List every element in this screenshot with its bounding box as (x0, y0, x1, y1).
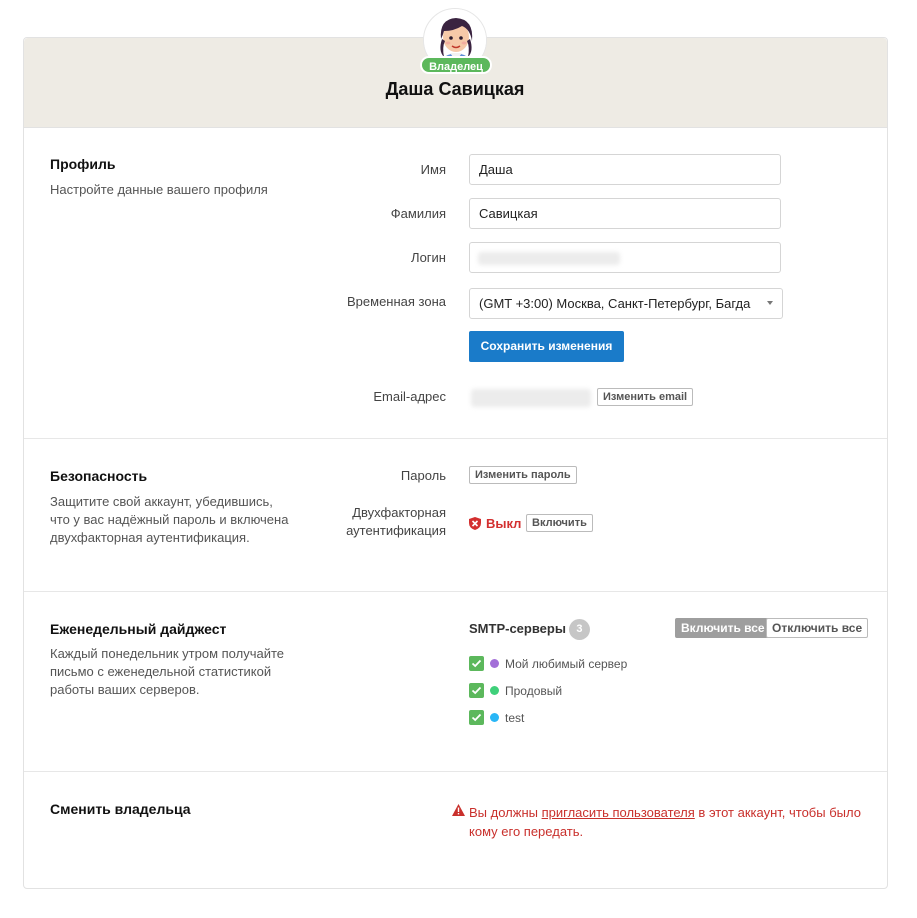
twofa-label-line2: аутентификация (346, 523, 446, 538)
twofa-status-text: Выкл (486, 516, 522, 531)
digest-title: Еженедельный дайджест (50, 621, 227, 637)
timezone-label: Временная зона (347, 294, 446, 309)
checkmark-icon (469, 683, 484, 698)
profile-title: Профиль (50, 156, 116, 172)
owner-badge: Владелец (420, 56, 492, 74)
checkmark-icon (469, 710, 484, 725)
last-name-input[interactable] (469, 198, 781, 229)
server-checkbox[interactable] (469, 710, 484, 725)
twofa-status (469, 516, 521, 531)
last-name-label: Фамилия (390, 206, 446, 221)
redacted-login (478, 252, 620, 265)
warning-prefix: Вы должны (469, 805, 542, 820)
change-email-button[interactable]: Изменить email (597, 388, 693, 406)
first-name-input[interactable] (469, 154, 781, 185)
server-color-dot (490, 686, 499, 695)
profile-section (24, 128, 887, 439)
security-title: Безопасность (50, 468, 148, 484)
warning-suffix: в этот аккаунт, чтобы было кому его передать. (469, 805, 861, 839)
login-label: Логин (411, 250, 446, 265)
smtp-count-badge: 3 (569, 619, 590, 640)
shield-off-icon (469, 517, 481, 530)
change-owner-title: Сменить владельца (50, 801, 191, 817)
twofa-label-line1: Двухфакторная (352, 505, 446, 520)
smtp-label-text: SMTP-серверы (469, 620, 566, 636)
weekly-digest-section (24, 592, 887, 772)
warning-icon (452, 804, 465, 816)
invite-user-link[interactable]: пригласить пользователя (541, 805, 695, 820)
email-label: Email-адрес (373, 389, 446, 404)
enable-all-button[interactable]: Включить все (675, 618, 771, 638)
enable-twofa-button[interactable]: Включить (526, 514, 593, 532)
timezone-value: (GMT +3:00) Москва, Санкт-Петербург, Багда (479, 296, 751, 311)
password-label: Пароль (400, 468, 446, 483)
redacted-email (471, 389, 591, 407)
server-name: test (505, 711, 525, 725)
first-name-label: Имя (420, 162, 446, 177)
login-input[interactable] (469, 242, 781, 273)
server-checkbox[interactable] (469, 683, 484, 698)
server-color-dot (490, 713, 499, 722)
chevron-down-icon (767, 301, 773, 305)
disable-all-button[interactable]: Отключить все (766, 618, 868, 638)
timezone-select[interactable] (469, 288, 783, 319)
security-section (24, 439, 887, 592)
server-color-dot (490, 659, 499, 668)
server-checkbox[interactable] (469, 656, 484, 671)
digest-description: Каждый понедельник утром получайте письмо с еженедельной статистикой работы ваших серверов. (50, 646, 285, 697)
security-description: Защитите свой аккаунт, убедившись, что у вас надёжный пароль и включена двухфакторная аутентификация. (50, 494, 289, 545)
server-name: Продовый (505, 684, 563, 698)
save-changes-button[interactable]: Сохранить изменения (469, 331, 624, 362)
checkmark-icon (469, 656, 484, 671)
profile-description: Настройте данные вашего профиля (50, 182, 268, 197)
server-name: Мой любимый сервер (505, 657, 628, 671)
change-password-button[interactable]: Изменить пароль (469, 466, 577, 484)
smtp-servers-label (469, 619, 590, 640)
user-name: Даша Савицкая (385, 79, 525, 99)
change-owner-warning (452, 803, 872, 841)
